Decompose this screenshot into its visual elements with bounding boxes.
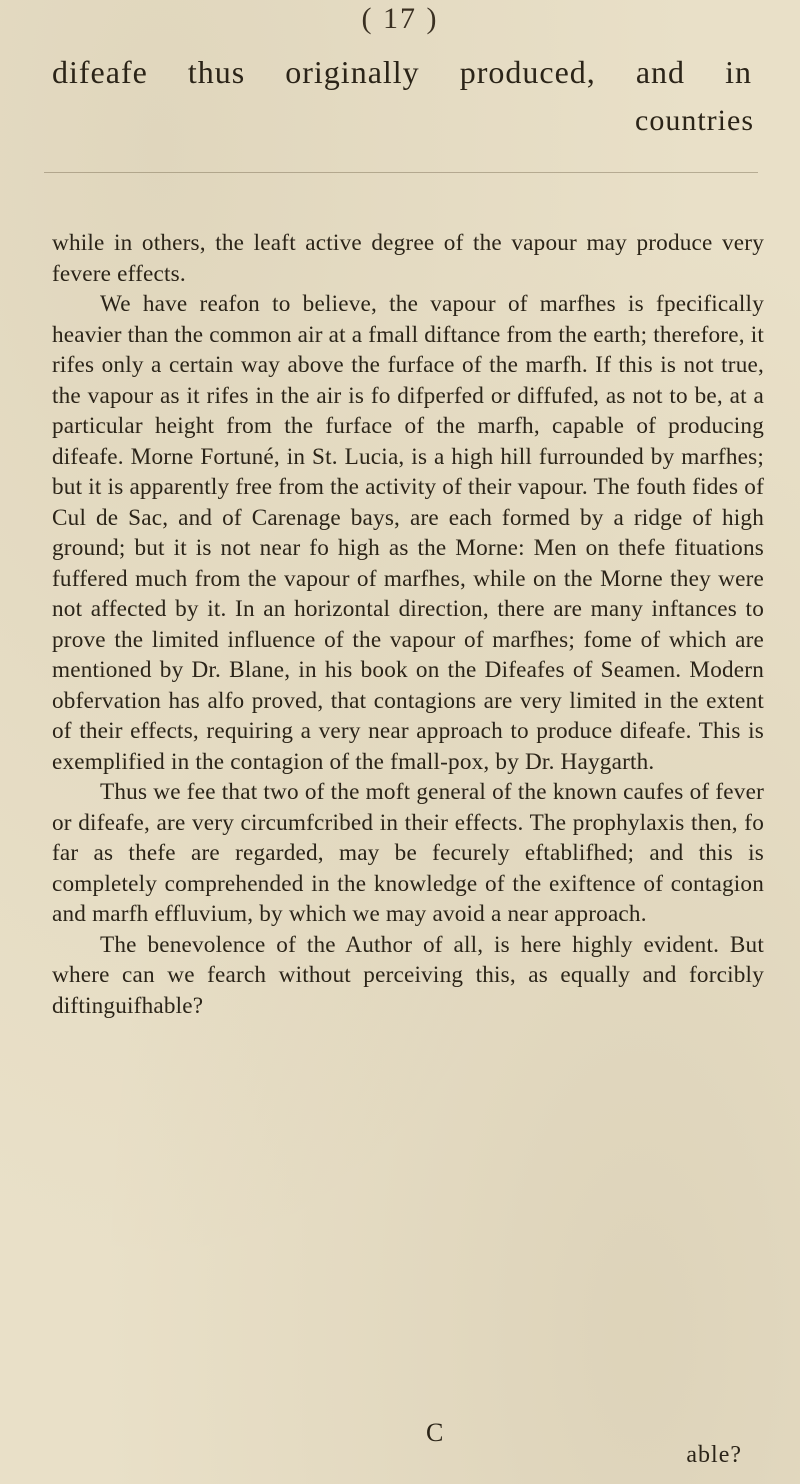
page-divider — [44, 172, 758, 173]
page-number: ( 17 ) — [361, 2, 439, 35]
paragraph-1: while in others, the leaft active degree of the vapour may produce very fevere effects. — [52, 230, 764, 287]
body-text — [52, 228, 764, 1021]
page-footer — [0, 1418, 800, 1478]
paragraph-4: The benevolence of the Author of all, is here highly evident. But where can we fearch without perceiving this, as equally and forcibly diftinguifhable? — [52, 931, 764, 1019]
footer-catchword: able? — [686, 1442, 742, 1468]
paragraph-3: Thus we fee that two of the moft general of the known caufes of fever or difeafe, are very circumfcribed in their effects. The prophylaxis then, fo far as thefe are regarded, may be fecurely eftablifhed; and this is completely comprehended in the knowledge of the exiftence of contagion and marfh effluvium, by which we may avoid a near approach. — [52, 779, 764, 927]
signature-mark: C — [426, 1418, 444, 1447]
paragraph-2: We have reafon to believe, the vapour of marfhes is fpecifically heavier than the common air at a fmall diftance from the earth; therefore, it rifes only a certain way above the furface of the marfh. If this is not true, the vapour as it rifes in the air is fo difperfed or diffufed, as not to be, at a particular height from the furface of the marfh, capable of producing difeafe. Morne Fortuné, in St. Lucia, is a high hill furrounded by marfhes; but it is apparently free from the activity of their vapour. The fouth fides of Cul de Sac, and of Carenage bays, are each formed by a ridge of high ground; but it is not near fo high as the Morne: Men on thefe fituations fuffered much from the vapour of marfhes, while on the Morne they were not affected by it. In an horizontal direction, there are many inftances to prove the limited influence of the vapour of marfhes; fome of which are mentioned by Dr. Blane, in his book on the Difeafes of Seamen. Modern obfervation has alfo proved, that contagions are very limited in the extent of their effects, requiring a very near approach to produce difeafe. This is exemplified in the contagion of the fmall-pox, by Dr. Haygarth. — [52, 291, 764, 775]
header-catchword: countries — [635, 104, 754, 137]
top-continuation-line: difeafe thus originally produced, and in — [52, 54, 752, 90]
